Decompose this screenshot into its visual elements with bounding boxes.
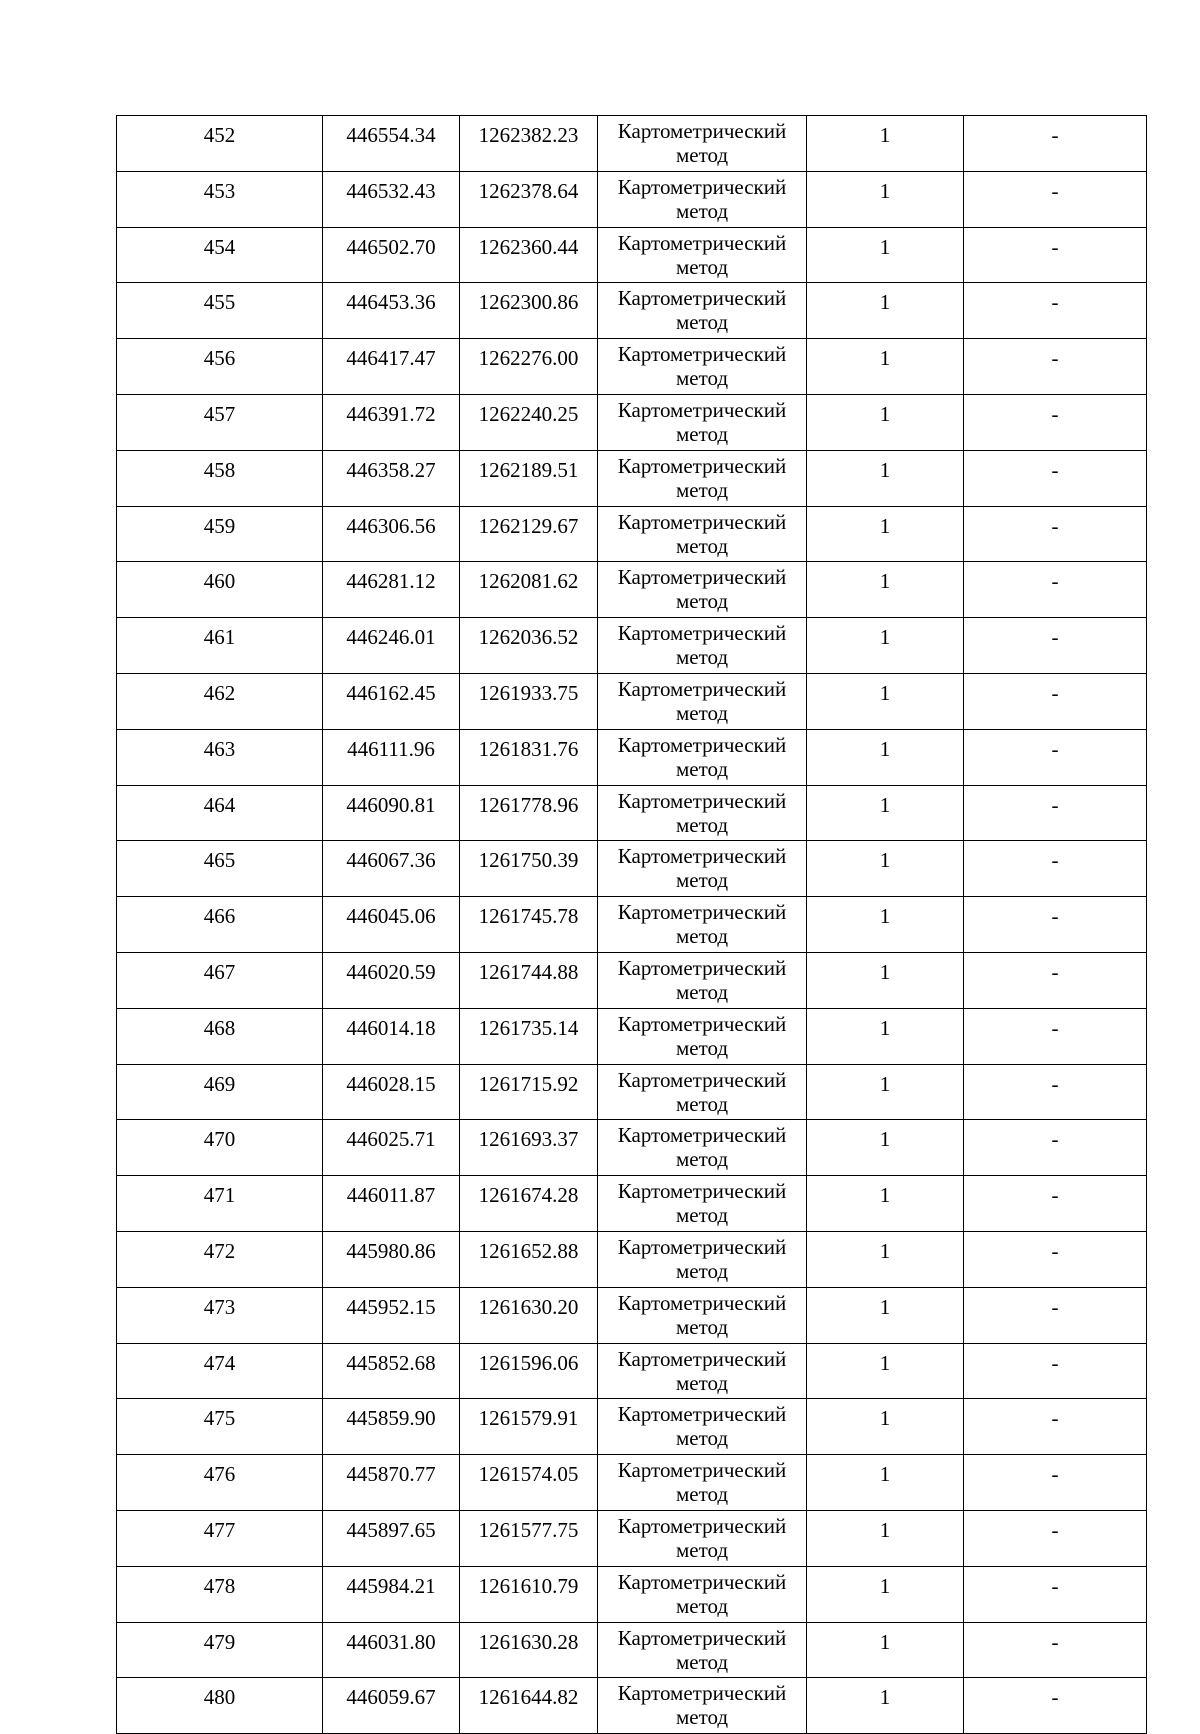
method-text-line1: Картометрический bbox=[617, 1346, 787, 1371]
table-row bbox=[117, 1678, 1147, 1734]
table-row bbox=[117, 171, 1147, 227]
point-number-cell: 463 bbox=[117, 729, 323, 785]
table-row bbox=[117, 1510, 1147, 1566]
y-coordinate-cell: 1262360.44 bbox=[460, 227, 598, 283]
y-coordinate-cell: 1261596.06 bbox=[460, 1343, 598, 1399]
y-coordinate-cell: 1261652.88 bbox=[460, 1231, 598, 1287]
note-cell: - bbox=[964, 171, 1147, 227]
method-cell bbox=[598, 1176, 807, 1232]
y-coordinate-cell: 1261574.05 bbox=[460, 1455, 598, 1511]
method-text-line2: метод bbox=[675, 198, 729, 223]
x-coordinate-cell: 446532.43 bbox=[323, 171, 460, 227]
note-cell: - bbox=[964, 227, 1147, 283]
y-coordinate-cell: 1261735.14 bbox=[460, 1008, 598, 1064]
method-text-line2: метод bbox=[675, 756, 729, 781]
method-text-line1: Картометрический bbox=[617, 1402, 787, 1427]
x-coordinate-cell: 446281.12 bbox=[323, 562, 460, 618]
x-coordinate-cell: 445952.15 bbox=[323, 1287, 460, 1343]
x-coordinate-cell: 446417.47 bbox=[323, 339, 460, 395]
point-number-cell: 460 bbox=[117, 562, 323, 618]
note-cell: - bbox=[964, 1510, 1147, 1566]
accuracy-cell: 1 bbox=[807, 785, 964, 841]
x-coordinate-cell: 446391.72 bbox=[323, 394, 460, 450]
note-cell: - bbox=[964, 952, 1147, 1008]
y-coordinate-cell: 1261610.79 bbox=[460, 1566, 598, 1622]
method-text-line1: Картометрический bbox=[617, 1513, 787, 1538]
y-coordinate-cell: 1261750.39 bbox=[460, 841, 598, 897]
accuracy-cell: 1 bbox=[807, 1120, 964, 1176]
method-cell bbox=[598, 673, 807, 729]
note-cell: - bbox=[964, 1678, 1147, 1734]
y-coordinate-cell: 1262300.86 bbox=[460, 283, 598, 339]
accuracy-cell: 1 bbox=[807, 116, 964, 172]
method-cell bbox=[598, 1120, 807, 1176]
note-cell: - bbox=[964, 1120, 1147, 1176]
method-cell bbox=[598, 1343, 807, 1399]
x-coordinate-cell: 446067.36 bbox=[323, 841, 460, 897]
y-coordinate-cell: 1262129.67 bbox=[460, 506, 598, 562]
x-coordinate-cell: 445859.90 bbox=[323, 1399, 460, 1455]
note-cell: - bbox=[964, 116, 1147, 172]
accuracy-cell: 1 bbox=[807, 841, 964, 897]
table-row bbox=[117, 952, 1147, 1008]
method-text-line1: Картометрический bbox=[617, 1625, 787, 1650]
accuracy-cell: 1 bbox=[807, 729, 964, 785]
accuracy-cell: 1 bbox=[807, 171, 964, 227]
y-coordinate-cell: 1261630.28 bbox=[460, 1622, 598, 1678]
method-text-line2: метод bbox=[675, 533, 729, 558]
y-coordinate-cell: 1261644.82 bbox=[460, 1678, 598, 1734]
x-coordinate-cell: 445897.65 bbox=[323, 1510, 460, 1566]
x-coordinate-cell: 446246.01 bbox=[323, 618, 460, 674]
note-cell: - bbox=[964, 1176, 1147, 1232]
point-number-cell: 473 bbox=[117, 1287, 323, 1343]
method-cell bbox=[598, 1622, 807, 1678]
note-cell: - bbox=[964, 673, 1147, 729]
accuracy-cell: 1 bbox=[807, 227, 964, 283]
method-text-line1: Картометрический bbox=[617, 1123, 787, 1148]
method-cell bbox=[598, 450, 807, 506]
y-coordinate-cell: 1261933.75 bbox=[460, 673, 598, 729]
point-number-cell: 469 bbox=[117, 1064, 323, 1120]
table-row bbox=[117, 841, 1147, 897]
method-text-line2: метод bbox=[675, 924, 729, 949]
point-number-cell: 480 bbox=[117, 1678, 323, 1734]
y-coordinate-cell: 1262240.25 bbox=[460, 394, 598, 450]
y-coordinate-cell: 1261744.88 bbox=[460, 952, 598, 1008]
note-cell: - bbox=[964, 729, 1147, 785]
point-number-cell: 466 bbox=[117, 897, 323, 953]
note-cell: - bbox=[964, 1287, 1147, 1343]
x-coordinate-cell: 446020.59 bbox=[323, 952, 460, 1008]
accuracy-cell: 1 bbox=[807, 1622, 964, 1678]
method-text-line1: Картометрический bbox=[617, 900, 787, 925]
table-row bbox=[117, 283, 1147, 339]
method-text-line1: Картометрический bbox=[617, 676, 787, 701]
point-number-cell: 462 bbox=[117, 673, 323, 729]
y-coordinate-cell: 1261831.76 bbox=[460, 729, 598, 785]
method-text-line1: Картометрический bbox=[617, 1569, 787, 1594]
table-body bbox=[117, 116, 1147, 1734]
y-coordinate-cell: 1261715.92 bbox=[460, 1064, 598, 1120]
x-coordinate-cell: 446011.87 bbox=[323, 1176, 460, 1232]
x-coordinate-cell: 446028.15 bbox=[323, 1064, 460, 1120]
method-text-line1: Картометрический bbox=[617, 1011, 787, 1036]
note-cell: - bbox=[964, 785, 1147, 841]
method-text-line2: метод bbox=[675, 1091, 729, 1116]
table-row bbox=[117, 673, 1147, 729]
y-coordinate-cell: 1261693.37 bbox=[460, 1120, 598, 1176]
accuracy-cell: 1 bbox=[807, 506, 964, 562]
method-text-line1: Картометрический bbox=[617, 342, 787, 367]
method-text-line1: Картометрический bbox=[617, 1179, 787, 1204]
method-cell bbox=[598, 562, 807, 618]
x-coordinate-cell: 446111.96 bbox=[323, 729, 460, 785]
y-coordinate-cell: 1261674.28 bbox=[460, 1176, 598, 1232]
method-text-line1: Картометрический bbox=[617, 509, 787, 534]
note-cell: - bbox=[964, 618, 1147, 674]
method-cell bbox=[598, 283, 807, 339]
method-cell bbox=[598, 1566, 807, 1622]
table-row bbox=[117, 1455, 1147, 1511]
point-number-cell: 452 bbox=[117, 116, 323, 172]
note-cell: - bbox=[964, 1231, 1147, 1287]
point-number-cell: 454 bbox=[117, 227, 323, 283]
accuracy-cell: 1 bbox=[807, 618, 964, 674]
point-number-cell: 470 bbox=[117, 1120, 323, 1176]
x-coordinate-cell: 446014.18 bbox=[323, 1008, 460, 1064]
method-cell bbox=[598, 506, 807, 562]
table-row bbox=[117, 1287, 1147, 1343]
method-text-line1: Картометрический bbox=[617, 844, 787, 869]
method-text-line2: метод bbox=[675, 1593, 729, 1618]
note-cell: - bbox=[964, 506, 1147, 562]
x-coordinate-cell: 446059.67 bbox=[323, 1678, 460, 1734]
method-text-line2: метод bbox=[675, 1482, 729, 1507]
method-cell bbox=[598, 339, 807, 395]
method-cell bbox=[598, 1678, 807, 1734]
x-coordinate-cell: 446045.06 bbox=[323, 897, 460, 953]
method-text-line2: метод bbox=[675, 1258, 729, 1283]
point-number-cell: 479 bbox=[117, 1622, 323, 1678]
table-row bbox=[117, 506, 1147, 562]
method-text-line1: Картометрический bbox=[617, 621, 787, 646]
table-row bbox=[117, 785, 1147, 841]
accuracy-cell: 1 bbox=[807, 394, 964, 450]
method-text-line1: Картометрический bbox=[617, 1067, 787, 1092]
coordinates-table bbox=[116, 115, 1147, 1734]
table-row bbox=[117, 1399, 1147, 1455]
accuracy-cell: 1 bbox=[807, 673, 964, 729]
y-coordinate-cell: 1261745.78 bbox=[460, 897, 598, 953]
method-text-line2: метод bbox=[675, 589, 729, 614]
table-row bbox=[117, 1343, 1147, 1399]
method-cell bbox=[598, 171, 807, 227]
method-text-line2: метод bbox=[675, 1649, 729, 1674]
method-cell bbox=[598, 897, 807, 953]
method-text-line1: Картометрический bbox=[617, 397, 787, 422]
method-text-line1: Картометрический bbox=[617, 732, 787, 757]
point-number-cell: 475 bbox=[117, 1399, 323, 1455]
method-text-line1: Картометрический bbox=[617, 955, 787, 980]
method-text-line2: метод bbox=[675, 868, 729, 893]
table-row bbox=[117, 1120, 1147, 1176]
method-cell bbox=[598, 116, 807, 172]
note-cell: - bbox=[964, 841, 1147, 897]
accuracy-cell: 1 bbox=[807, 1231, 964, 1287]
x-coordinate-cell: 446031.80 bbox=[323, 1622, 460, 1678]
x-coordinate-cell: 446554.34 bbox=[323, 116, 460, 172]
accuracy-cell: 1 bbox=[807, 339, 964, 395]
method-text-line2: метод bbox=[675, 1314, 729, 1339]
table-row bbox=[117, 1566, 1147, 1622]
accuracy-cell: 1 bbox=[807, 562, 964, 618]
method-cell bbox=[598, 952, 807, 1008]
x-coordinate-cell: 446090.81 bbox=[323, 785, 460, 841]
method-text-line2: метод bbox=[675, 477, 729, 502]
point-number-cell: 459 bbox=[117, 506, 323, 562]
method-text-line1: Картометрический bbox=[617, 174, 787, 199]
method-text-line1: Картометрический bbox=[617, 1458, 787, 1483]
point-number-cell: 461 bbox=[117, 618, 323, 674]
point-number-cell: 464 bbox=[117, 785, 323, 841]
method-cell bbox=[598, 227, 807, 283]
method-text-line2: метод bbox=[675, 254, 729, 279]
point-number-cell: 458 bbox=[117, 450, 323, 506]
method-text-line2: метод bbox=[675, 645, 729, 670]
method-text-line2: метод bbox=[675, 1147, 729, 1172]
method-text-line1: Картометрический bbox=[617, 565, 787, 590]
note-cell: - bbox=[964, 394, 1147, 450]
note-cell: - bbox=[964, 1008, 1147, 1064]
method-cell bbox=[598, 618, 807, 674]
table-row bbox=[117, 1064, 1147, 1120]
accuracy-cell: 1 bbox=[807, 1678, 964, 1734]
method-text-line2: метод bbox=[675, 1426, 729, 1451]
note-cell: - bbox=[964, 1455, 1147, 1511]
accuracy-cell: 1 bbox=[807, 1343, 964, 1399]
method-text-line1: Картометрический bbox=[617, 230, 787, 255]
point-number-cell: 468 bbox=[117, 1008, 323, 1064]
point-number-cell: 476 bbox=[117, 1455, 323, 1511]
method-cell bbox=[598, 1399, 807, 1455]
x-coordinate-cell: 446025.71 bbox=[323, 1120, 460, 1176]
table-row bbox=[117, 1231, 1147, 1287]
point-number-cell: 455 bbox=[117, 283, 323, 339]
point-number-cell: 472 bbox=[117, 1231, 323, 1287]
method-text-line1: Картометрический bbox=[617, 788, 787, 813]
note-cell: - bbox=[964, 1399, 1147, 1455]
method-text-line2: метод bbox=[675, 700, 729, 725]
table-row bbox=[117, 618, 1147, 674]
point-number-cell: 457 bbox=[117, 394, 323, 450]
accuracy-cell: 1 bbox=[807, 1176, 964, 1232]
note-cell: - bbox=[964, 1064, 1147, 1120]
method-text-line2: метод bbox=[675, 421, 729, 446]
method-text-line1: Картометрический bbox=[617, 1234, 787, 1259]
table-row bbox=[117, 729, 1147, 785]
method-text-line1: Картометрический bbox=[617, 286, 787, 311]
x-coordinate-cell: 445984.21 bbox=[323, 1566, 460, 1622]
x-coordinate-cell: 446162.45 bbox=[323, 673, 460, 729]
method-text-line2: метод bbox=[675, 979, 729, 1004]
method-text-line1: Картометрический bbox=[617, 453, 787, 478]
method-text-line2: метод bbox=[675, 1537, 729, 1562]
method-text-line2: метод bbox=[675, 1370, 729, 1395]
note-cell: - bbox=[964, 1343, 1147, 1399]
method-text-line2: метод bbox=[675, 366, 729, 391]
x-coordinate-cell: 446306.56 bbox=[323, 506, 460, 562]
x-coordinate-cell: 445870.77 bbox=[323, 1455, 460, 1511]
y-coordinate-cell: 1262081.62 bbox=[460, 562, 598, 618]
point-number-cell: 474 bbox=[117, 1343, 323, 1399]
method-text-line2: метод bbox=[675, 1705, 729, 1730]
y-coordinate-cell: 1262036.52 bbox=[460, 618, 598, 674]
method-text-line2: метод bbox=[675, 1203, 729, 1228]
method-cell bbox=[598, 841, 807, 897]
accuracy-cell: 1 bbox=[807, 1510, 964, 1566]
y-coordinate-cell: 1262378.64 bbox=[460, 171, 598, 227]
method-cell bbox=[598, 1231, 807, 1287]
method-text-line1: Картометрический bbox=[617, 1681, 787, 1706]
note-cell: - bbox=[964, 283, 1147, 339]
accuracy-cell: 1 bbox=[807, 1399, 964, 1455]
y-coordinate-cell: 1262382.23 bbox=[460, 116, 598, 172]
accuracy-cell: 1 bbox=[807, 450, 964, 506]
method-cell bbox=[598, 729, 807, 785]
note-cell: - bbox=[964, 339, 1147, 395]
y-coordinate-cell: 1261579.91 bbox=[460, 1399, 598, 1455]
table-row bbox=[117, 897, 1147, 953]
note-cell: - bbox=[964, 562, 1147, 618]
accuracy-cell: 1 bbox=[807, 1455, 964, 1511]
method-text-line2: метод bbox=[675, 812, 729, 837]
table-row bbox=[117, 227, 1147, 283]
point-number-cell: 467 bbox=[117, 952, 323, 1008]
note-cell: - bbox=[964, 1622, 1147, 1678]
table-row bbox=[117, 394, 1147, 450]
table-row bbox=[117, 1008, 1147, 1064]
x-coordinate-cell: 446453.36 bbox=[323, 283, 460, 339]
point-number-cell: 465 bbox=[117, 841, 323, 897]
x-coordinate-cell: 446358.27 bbox=[323, 450, 460, 506]
point-number-cell: 453 bbox=[117, 171, 323, 227]
y-coordinate-cell: 1261577.75 bbox=[460, 1510, 598, 1566]
table-row bbox=[117, 116, 1147, 172]
table-row bbox=[117, 562, 1147, 618]
note-cell: - bbox=[964, 897, 1147, 953]
accuracy-cell: 1 bbox=[807, 283, 964, 339]
table-row bbox=[117, 450, 1147, 506]
method-text-line1: Картометрический bbox=[617, 1290, 787, 1315]
point-number-cell: 477 bbox=[117, 1510, 323, 1566]
y-coordinate-cell: 1262276.00 bbox=[460, 339, 598, 395]
y-coordinate-cell: 1262189.51 bbox=[460, 450, 598, 506]
accuracy-cell: 1 bbox=[807, 1064, 964, 1120]
x-coordinate-cell: 445980.86 bbox=[323, 1231, 460, 1287]
method-cell bbox=[598, 1008, 807, 1064]
accuracy-cell: 1 bbox=[807, 1287, 964, 1343]
x-coordinate-cell: 446502.70 bbox=[323, 227, 460, 283]
table-row bbox=[117, 339, 1147, 395]
accuracy-cell: 1 bbox=[807, 897, 964, 953]
method-cell bbox=[598, 1287, 807, 1343]
method-cell bbox=[598, 1455, 807, 1511]
y-coordinate-cell: 1261778.96 bbox=[460, 785, 598, 841]
note-cell: - bbox=[964, 1566, 1147, 1622]
method-cell bbox=[598, 394, 807, 450]
y-coordinate-cell: 1261630.20 bbox=[460, 1287, 598, 1343]
point-number-cell: 471 bbox=[117, 1176, 323, 1232]
method-text-line2: метод bbox=[675, 1035, 729, 1060]
table-row bbox=[117, 1622, 1147, 1678]
table-row bbox=[117, 1176, 1147, 1232]
method-cell bbox=[598, 1510, 807, 1566]
note-cell: - bbox=[964, 450, 1147, 506]
accuracy-cell: 1 bbox=[807, 1566, 964, 1622]
x-coordinate-cell: 445852.68 bbox=[323, 1343, 460, 1399]
accuracy-cell: 1 bbox=[807, 1008, 964, 1064]
method-text-line1: Картометрический bbox=[617, 119, 787, 143]
method-text-line2: метод bbox=[675, 310, 729, 335]
point-number-cell: 478 bbox=[117, 1566, 323, 1622]
method-cell bbox=[598, 785, 807, 841]
accuracy-cell: 1 bbox=[807, 952, 964, 1008]
point-number-cell: 456 bbox=[117, 339, 323, 395]
method-cell bbox=[598, 1064, 807, 1120]
method-text-line2: метод bbox=[675, 143, 729, 167]
